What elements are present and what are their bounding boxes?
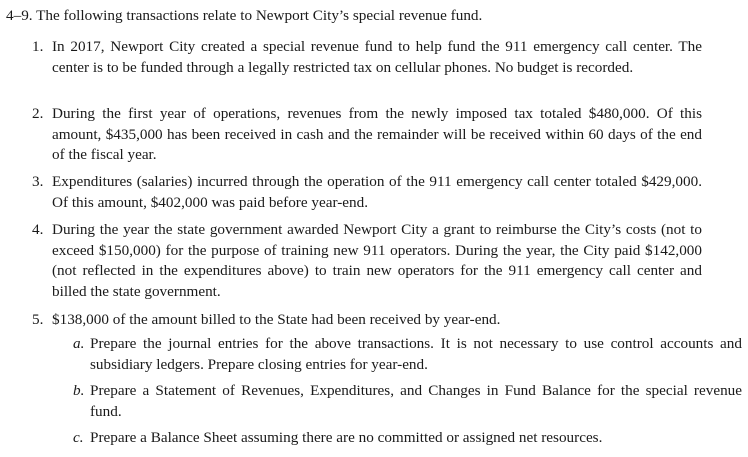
transaction-item-5 <box>32 310 702 331</box>
requirement-text: Prepare a Balance Sheet assuming there are no committed or assigned net resources. <box>90 429 603 446</box>
transaction-item-3 <box>32 172 702 213</box>
problem-heading: 4–9. The following transactions relate to Newport City’s special revenue fund. <box>6 7 483 24</box>
requirement-letter: a. <box>73 335 85 352</box>
item-number: 5. <box>32 311 44 328</box>
requirement-b <box>73 381 742 422</box>
item-text: $138,000 of the amount billed to the State had been received by year-end. <box>52 311 501 328</box>
requirement-c <box>73 428 742 449</box>
item-number: 1. <box>32 38 44 55</box>
item-number: 2. <box>32 105 44 122</box>
item-number: 3. <box>32 173 44 190</box>
requirement-text: Prepare a Statement of Revenues, Expenditures, and Changes in Fund Balance for the special revenue fund. <box>90 382 742 420</box>
item-number: 4. <box>32 221 44 238</box>
item-text: During the first year of operations, revenues from the newly imposed tax totaled $480,000. Of this amount, $435,000 has been received in cash and the remainder will be received within 60 days of the end of the fiscal year. <box>52 105 702 163</box>
requirement-a <box>73 334 742 375</box>
item-text: During the year the state government awarded Newport City a grant to reimburse the City’s costs (not to exceed $150,000) for the purpose of training new 911 operators. During the year, the City paid $142,000 (not reflected in the expenditures above) to train new operators for the 911 emergency call center and billed the state government. <box>52 221 702 300</box>
requirement-text: Prepare the journal entries for the above transactions. It is not necessary to use control accounts and subsidiary ledgers. Prepare closing entries for year-end. <box>90 335 742 373</box>
transaction-item-4 <box>32 220 702 302</box>
item-text: In 2017, Newport City created a special revenue fund to help fund the 911 emergency call center. The center is to be funded through a legally restricted tax on cellular phones. No budget is recorded. <box>52 38 702 76</box>
requirement-letter: c. <box>73 429 84 446</box>
item-text: Expenditures (salaries) incurred through the operation of the 911 emergency call center totaled $429,000. Of this amount, $402,000 was paid before year-end. <box>52 173 702 211</box>
transaction-item-1 <box>32 37 702 78</box>
requirement-letter: b. <box>73 382 85 399</box>
transaction-item-2 <box>32 104 702 166</box>
